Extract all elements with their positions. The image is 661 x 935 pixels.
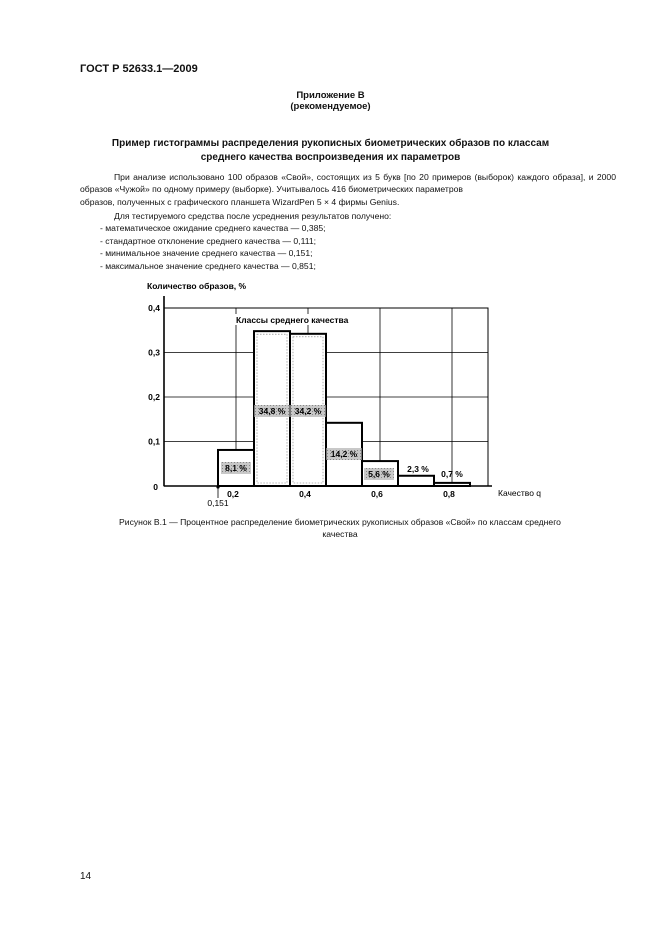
section-title-line1: Пример гистограммы распределения рукописных биометрических образов по классам	[111, 138, 550, 149]
bar-value-label: 0,7 %	[441, 469, 463, 479]
min-marker-label: 0,151	[207, 498, 229, 508]
annotation-label: Классы среднего качества	[236, 315, 349, 325]
y-tick-label: 0,1	[148, 436, 160, 447]
figure-caption-line2: качества	[322, 529, 358, 539]
x-tick-label: 0,4	[299, 489, 311, 499]
histogram-bar	[398, 476, 434, 486]
y-tick-label: 0,3	[148, 347, 160, 358]
histogram-bar	[434, 483, 470, 486]
page-number: 14	[80, 871, 92, 882]
appendix-status: (рекомендуемое)	[290, 101, 371, 112]
y-tick-label: 0,4	[148, 303, 160, 313]
bar-value-label: 2,3 %	[407, 464, 429, 474]
appendix-title: Приложение В	[296, 90, 365, 101]
x-tick-label: 0,8	[443, 489, 455, 499]
list-item: - математическое ожидание среднего качества — 0,385;	[100, 223, 326, 233]
bar-value-label: 34,2 %	[294, 406, 322, 416]
list-item: - стандартное отклонение среднего качества — 0,111;	[100, 235, 317, 246]
bar-value-label: 14,2 %	[330, 449, 358, 459]
bar-value-label: 8,1 %	[225, 463, 247, 473]
figure-caption	[80, 516, 600, 540]
min-marker-dot	[216, 485, 219, 488]
y-tick-label: 0,2	[148, 392, 160, 402]
x-tick-label: 0,2	[227, 489, 239, 499]
paragraph-1: При анализе использовано 100 образов «Свой», состоящих из 5 букв [по 20 примеров (выборок) каждого образа], и 2000 образов «Чужой» по одному примеру (выборке). Учитывалось 416 биометрических параметров	[80, 172, 616, 195]
section-title-line2: среднего качества воспроизведения их параметров	[200, 152, 461, 163]
document-header: ГОСТ Р 52633.1—2009	[80, 63, 198, 75]
origin-label: 0	[153, 482, 158, 492]
list-item: - максимальное значение среднего качества — 0,851;	[100, 260, 316, 271]
paragraph-1-cont: образов, полученных с графического планшета WizardPen 5 × 4 фирмы Genius.	[80, 197, 400, 207]
list-item: - минимальное значение среднего качества — 0,151;	[100, 248, 313, 258]
bar-value-label: 34,8 %	[258, 406, 286, 416]
bar-value-label: 5,6 %	[368, 469, 390, 479]
paragraph-2: Для тестируемого средства после усреднения результатов получено:	[114, 211, 392, 221]
x-axis-label: Качество q	[498, 488, 542, 498]
x-tick-label: 0,6	[371, 489, 383, 499]
figure-caption-line1: Рисунок В.1 — Процентное распределение биометрических рукописных образов «Свой» по классам среднего	[119, 517, 561, 527]
y-axis-label: Количество образов, %	[147, 281, 247, 291]
